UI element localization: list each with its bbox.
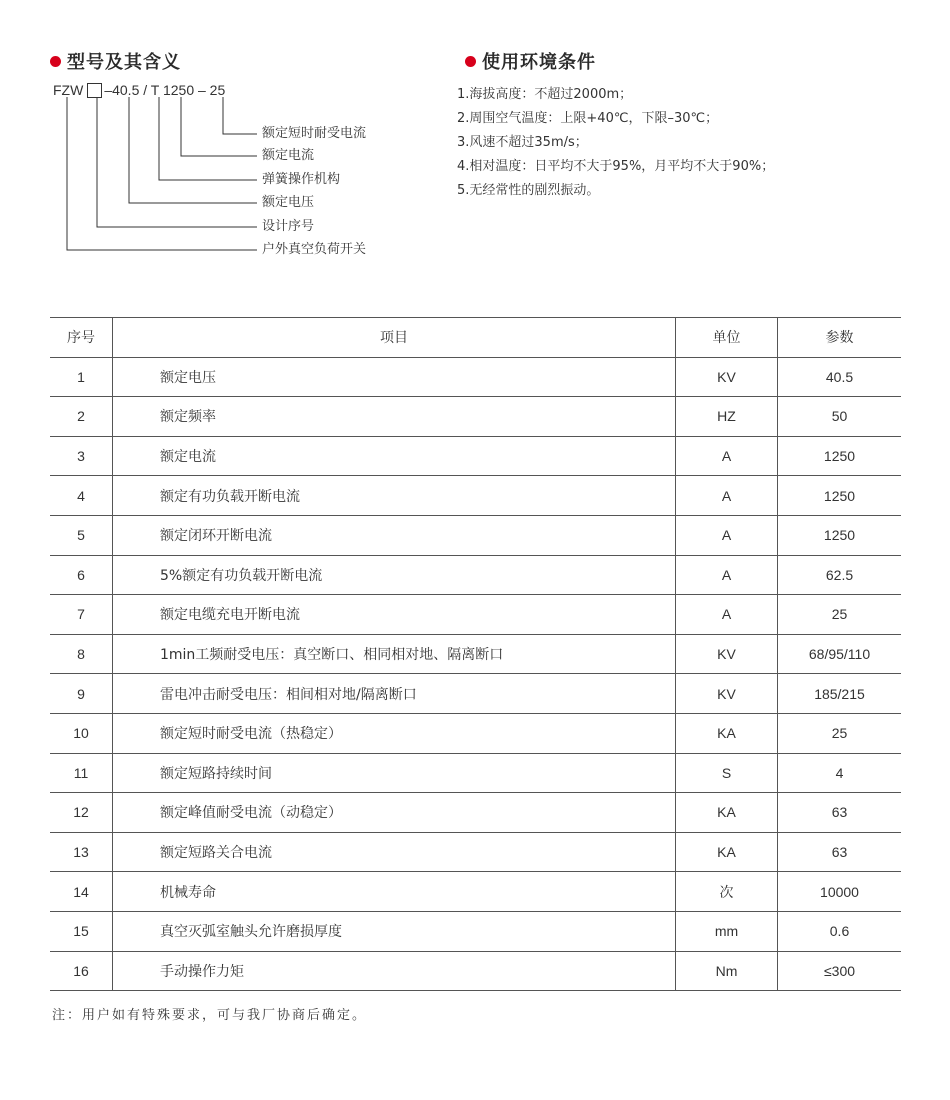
cell-no: 16 [50, 951, 113, 991]
cell-item: 1min工频耐受电压：真空断口、相同相对地、隔离断口 [113, 634, 676, 674]
bracket-line-rated-current [181, 97, 257, 156]
model-title-text: 型号及其含义 [67, 52, 181, 73]
cell-no: 15 [50, 911, 113, 951]
cell-value: ≤300 [778, 951, 902, 991]
cell-value: 1250 [778, 436, 902, 476]
table-row [50, 674, 901, 714]
cell-no: 14 [50, 872, 113, 912]
cell-unit: Nm [676, 951, 778, 991]
cell-item: 额定短时耐受电流（热稳定） [113, 713, 676, 753]
cell-item: 额定有功负载开断电流 [113, 476, 676, 516]
table-row [50, 713, 901, 753]
cell-value: 50 [778, 397, 902, 437]
cell-item: 额定短路持续时间 [113, 753, 676, 793]
cell-no: 10 [50, 713, 113, 753]
cell-item: 额定频率 [113, 397, 676, 437]
footnote: 注：用户如有特殊要求，可与我厂协商后确定。 [52, 1008, 368, 1023]
model-code-prefix: FZW [53, 82, 84, 98]
cell-unit: KA [676, 713, 778, 753]
cell-value: 25 [778, 713, 902, 753]
cell-unit: A [676, 436, 778, 476]
cell-value: 62.5 [778, 555, 902, 595]
cell-no: 13 [50, 832, 113, 872]
cell-value: 4 [778, 753, 902, 793]
table-header-row [50, 318, 901, 358]
meaning-label: 设计序号 [262, 219, 315, 234]
cell-item: 额定电压 [113, 357, 676, 397]
cell-unit: mm [676, 911, 778, 951]
table-row [50, 793, 901, 833]
cell-no: 12 [50, 793, 113, 833]
cell-no: 1 [50, 357, 113, 397]
meaning-label: 额定电压 [262, 195, 315, 210]
meaning-label: 额定电流 [262, 148, 315, 163]
table-row [50, 476, 901, 516]
environment-item: 5.无经常性的剧烈振动。 [457, 183, 600, 198]
cell-unit: KV [676, 357, 778, 397]
environment-item: 1.海拔高度：不超过2000m； [457, 87, 633, 102]
cell-unit: HZ [676, 397, 778, 437]
header-item: 项目 [113, 318, 676, 358]
cell-item: 5%额定有功负载开断电流 [113, 555, 676, 595]
cell-item: 机械寿命 [113, 872, 676, 912]
cell-item: 额定电流 [113, 436, 676, 476]
table-row [50, 634, 901, 674]
cell-no: 4 [50, 476, 113, 516]
table-row [50, 436, 901, 476]
cell-item: 额定短路关合电流 [113, 832, 676, 872]
table-row [50, 951, 901, 991]
environment-item: 3.风速不超过35m/s； [457, 135, 588, 150]
cell-no: 6 [50, 555, 113, 595]
environment-list [457, 83, 774, 203]
cell-unit: A [676, 515, 778, 555]
environment-title-text: 使用环境条件 [482, 52, 596, 73]
cell-value: 68/95/110 [778, 634, 902, 674]
table-row [50, 515, 901, 555]
table-row [50, 753, 901, 793]
cell-no: 8 [50, 634, 113, 674]
meaning-label: 户外真空负荷开关 [262, 242, 367, 257]
bracket-line-design-number [97, 97, 257, 227]
cell-no: 3 [50, 436, 113, 476]
table-row [50, 832, 901, 872]
table-row [50, 357, 901, 397]
cell-item: 额定闭环开断电流 [113, 515, 676, 555]
cell-no: 5 [50, 515, 113, 555]
cell-unit: A [676, 476, 778, 516]
cell-value: 63 [778, 793, 902, 833]
environment-section-title [465, 48, 596, 74]
header-value: 参数 [778, 318, 902, 358]
cell-no: 11 [50, 753, 113, 793]
cell-no: 7 [50, 595, 113, 635]
cell-value: 63 [778, 832, 902, 872]
cell-value: 1250 [778, 515, 902, 555]
cell-unit: S [676, 753, 778, 793]
cell-no: 9 [50, 674, 113, 714]
table-row [50, 555, 901, 595]
meaning-label: 额定短时耐受电流 [262, 126, 367, 141]
cell-unit: 次 [676, 872, 778, 912]
cell-item: 额定峰值耐受电流（动稳定） [113, 793, 676, 833]
bracket-line-rated-voltage [129, 97, 257, 203]
bracket-line-short-time-current [223, 97, 257, 134]
header-no: 序号 [50, 318, 113, 358]
spec-table [50, 317, 901, 991]
cell-unit: KA [676, 793, 778, 833]
cell-item: 手动操作力矩 [113, 951, 676, 991]
table-row [50, 397, 901, 437]
table-row [50, 911, 901, 951]
cell-unit: KA [676, 832, 778, 872]
spec-table-body [50, 357, 901, 991]
cell-unit: KV [676, 674, 778, 714]
header-unit: 单位 [676, 318, 778, 358]
model-code-suffix: –40.5 / T 1250 – 25 [104, 82, 226, 98]
cell-no: 2 [50, 397, 113, 437]
cell-value: 25 [778, 595, 902, 635]
cell-value: 0.6 [778, 911, 902, 951]
red-bullet-icon [465, 56, 476, 67]
cell-unit: KV [676, 634, 778, 674]
cell-unit: A [676, 555, 778, 595]
cell-item: 雷电冲击耐受电压：相间相对地/隔离断口 [113, 674, 676, 714]
cell-value: 185/215 [778, 674, 902, 714]
cell-value: 10000 [778, 872, 902, 912]
cell-value: 40.5 [778, 357, 902, 397]
meaning-label: 弹簧操作机构 [262, 172, 341, 187]
cell-item: 真空灭弧室触头允许磨损厚度 [113, 911, 676, 951]
cell-item: 额定电缆充电开断电流 [113, 595, 676, 635]
environment-item: 4.相对温度：日平均不大于95%，月平均不大于90%； [457, 159, 775, 174]
cell-unit: A [676, 595, 778, 635]
cell-value: 1250 [778, 476, 902, 516]
environment-item: 2.周围空气温度：上限+40℃，下限–30℃； [457, 111, 719, 126]
table-row [50, 872, 901, 912]
bracket-line-spring-mechanism [159, 97, 257, 180]
table-row [50, 595, 901, 635]
